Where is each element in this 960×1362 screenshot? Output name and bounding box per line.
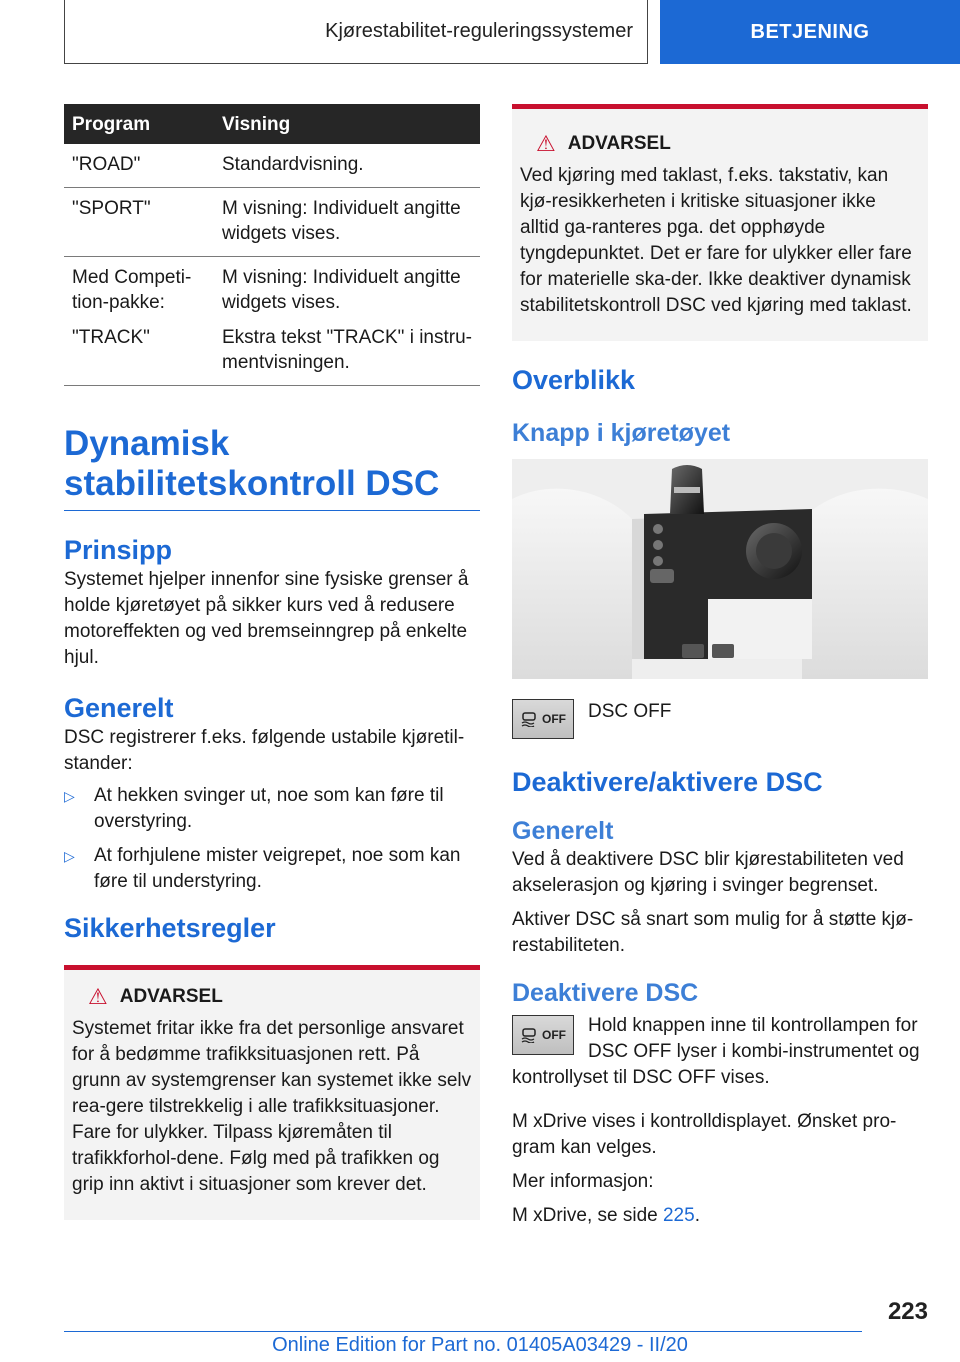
dsc-off-label: DSC OFF [588,701,672,722]
warning-title-row [520,131,920,157]
section-title: Kjørestabilitet-reguleringssystemer [325,20,633,42]
warning-title: ADVARSEL [567,133,671,154]
warning-text: Systemet fritar ikke fra det personlige ansvaret for å bedømme trafikksituasjonen rett. På grunn av systemgrenser kan systemet ikke selv rea-gere tilstrekkelig i alle trafikksituasjoner. Fare for ulykker. Tilpass kjøremåten til trafikkforhol-dene. Følg med på trafikken og grip inn aktivt i situasjoner som krever det. [72,1018,472,1195]
table-header-program: Program [64,104,210,144]
generelt-paragraph-1: Ved å deaktivere DSC blir kjørestabiliteten ved akselerasjon og kjøring i svinger begrenset. [512,849,904,896]
right-column [512,104,928,1229]
list-item [64,843,480,895]
deaktivere-instruction [512,1013,928,1065]
bullet-text: At hekken svinger ut, noe som kan føre til overstyring. [94,785,444,832]
deaktivere-dsc-heading: Deaktivere DSC [512,979,699,1007]
table-cell-program: "TRACK" [64,317,210,386]
deaktivere-aktivere-heading: Deaktivere/aktivere DSC [512,767,823,797]
left-column [64,104,480,1220]
table-cell-program: "ROAD" [64,144,210,188]
generelt-heading: Generelt [64,693,174,723]
table-row [64,257,480,318]
warning-triangle-icon: ⚠ [88,984,108,1009]
more-info-label: Mer informasjon: [512,1171,654,1192]
table-row [64,317,480,386]
bullet-text: At forhjulene mister veigrepet, noe som kan føre til understyring. [94,845,461,892]
table-cell-display: Ekstra tekst "TRACK" i instru-mentvisningen. [210,317,480,386]
knapp-heading: Knapp i kjøretøyet [512,419,731,447]
dsc-off-icon-text: OFF [542,1028,566,1042]
table-cell-program: Med Competi-tion-pakke: [72,267,192,313]
generelt-bullet-list [64,783,480,895]
table-row [64,188,480,257]
mxdrive-reference [512,1203,928,1229]
table-cell-display: Standardvisning. [210,144,480,188]
page-number: 223 [887,1298,928,1325]
list-item [64,783,480,835]
car-skid-icon [520,711,538,727]
overblikk-heading: Overblikk [512,365,636,395]
warning-text: Ved kjøring med taklast, f.eks. takstativ, kan kjø-resikkerheten i kritiske situasjoner ikke alltid ga-ranteres pga. det opphøyde tyngdepunktet. Det er fare for ulykker eller fare for materielle ska-der. Ikke deaktiver dynamisk stabilitetskontroll DSC ved kjøring med taklast. [520,165,912,316]
program-table [64,104,480,386]
prinsipp-text: Systemet hjelper innenfor sine fysiske grenser å holde kjøretøyet på sikker kurs ved å redusere motoreffekten og ved bremseinngrep på enkelte hjul. [64,569,469,668]
table-cell-display: M visning: Individuelt angitte widgets vises. [210,188,480,257]
dsc-off-icon [512,699,574,739]
page-link-225[interactable]: 225 [662,1205,695,1226]
table-header-visning: Visning [210,104,480,144]
dsc-off-legend [512,699,928,739]
mxdrive-reference-end: . [694,1205,700,1226]
warning-triangle-icon: ⚠ [536,131,556,156]
warning-title-row [72,984,472,1010]
bullet-triangle-icon: ▷ [64,848,75,864]
mxdrive-paragraph: M xDrive vises i kontrolldisplayet. Ønsket pro-gram kan velges. [512,1111,897,1158]
main-heading: Dynamisk stabilitetskontroll DSC [64,424,480,511]
deaktivere-text-continued: kontrollyset til DSC OFF vises. [512,1067,770,1088]
generelt-subheading: Generelt [512,817,614,845]
warning-box [512,104,928,341]
chapter-tab[interactable] [660,0,960,64]
generelt-paragraph-2: Aktiver DSC så snart som mulig for å støtte kjø-restabiliteten. [512,909,914,956]
mxdrive-reference-text: M xDrive, se side [512,1205,663,1226]
table-row [64,144,480,188]
table-cell-program: "SPORT" [64,188,210,257]
generelt-text: DSC registrerer f.eks. følgende ustabile kjøretil-stander: [64,727,465,774]
footer-divider [64,1331,862,1332]
car-skid-icon [520,1027,538,1043]
center-console-image [512,459,928,679]
chapter-label: BETJENING [750,20,870,43]
sikkerhetsregler-heading: Sikkerhetsregler [64,913,276,943]
edition-footer: Online Edition for Part no. 01405A03429 - II/20 [272,1334,688,1356]
table-cell-display: M visning: Individuelt angitte widgets vises. [222,267,461,313]
warning-title: ADVARSEL [119,986,223,1007]
center-console-illustration [512,459,928,679]
dsc-off-icon [512,1015,574,1055]
prinsipp-heading: Prinsipp [64,535,173,565]
deaktivere-text: Hold knappen inne til kontrollampen for DSC OFF lyser i kombi-instrumentet og [588,1015,920,1062]
dsc-off-icon-text: OFF [542,712,566,726]
bullet-triangle-icon: ▷ [64,788,75,804]
running-header [64,0,648,64]
warning-box [64,965,480,1220]
